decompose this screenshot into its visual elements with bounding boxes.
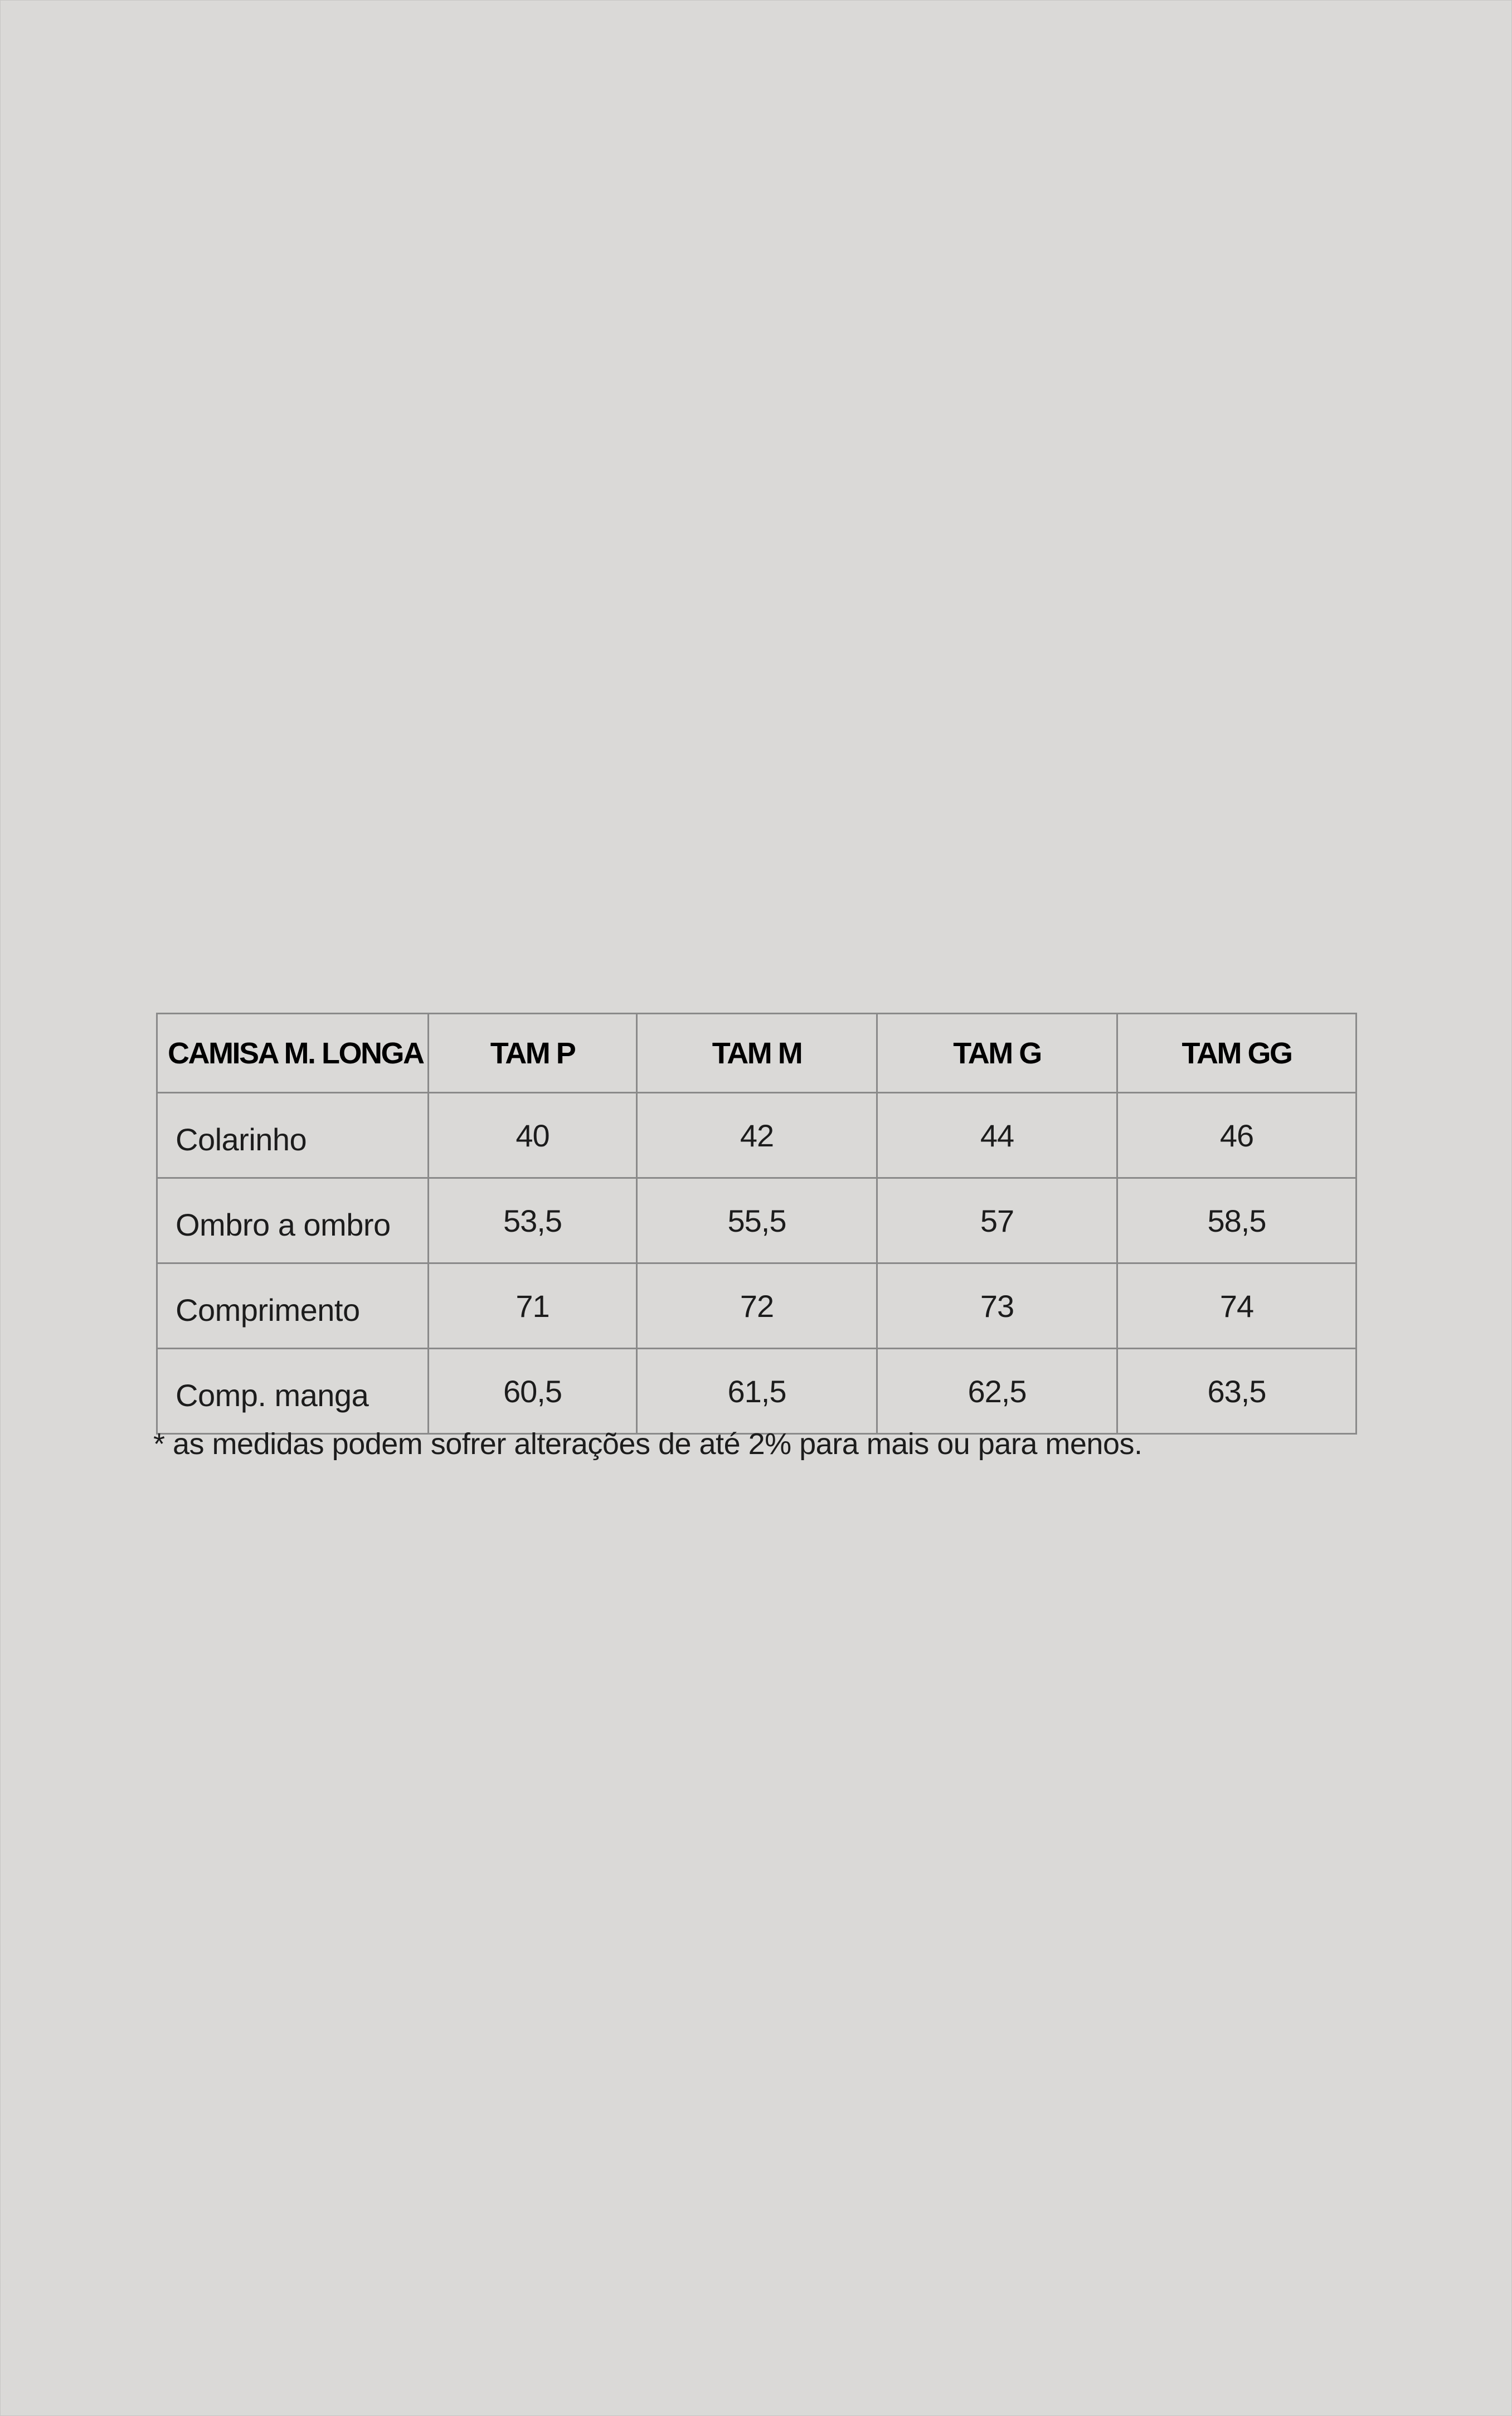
- measurement-cell: 63,5: [1117, 1349, 1357, 1434]
- table-row: [157, 1178, 1357, 1263]
- size-header-p: TAM P: [429, 1014, 637, 1093]
- row-label: Colarinho: [157, 1093, 429, 1178]
- row-label: Comp. manga: [157, 1349, 429, 1434]
- measurement-cell: 55,5: [637, 1178, 877, 1263]
- table-row: [157, 1263, 1357, 1349]
- measurement-cell: 72: [637, 1263, 877, 1349]
- measurement-cell: 57: [877, 1178, 1117, 1263]
- size-header-m: TAM M: [637, 1014, 877, 1093]
- measurement-disclaimer: * as medidas podem sofrer alterações de até 2% para mais ou para menos.: [153, 1427, 1142, 1461]
- measurement-cell: 53,5: [429, 1178, 637, 1263]
- measurement-cell: 58,5: [1117, 1178, 1357, 1263]
- table-title: CAMISA M. LONGA: [157, 1014, 429, 1093]
- measurement-cell: 74: [1117, 1263, 1357, 1349]
- measurement-cell: 62,5: [877, 1349, 1117, 1434]
- table-header-row: [157, 1014, 1357, 1093]
- size-header-g: TAM G: [877, 1014, 1117, 1093]
- measurement-cell: 61,5: [637, 1349, 877, 1434]
- measurement-cell: 42: [637, 1093, 877, 1178]
- measurement-cell: 73: [877, 1263, 1117, 1349]
- measurement-cell: 40: [429, 1093, 637, 1178]
- row-label: Ombro a ombro: [157, 1178, 429, 1263]
- size-header-gg: TAM GG: [1117, 1014, 1357, 1093]
- table-row: [157, 1093, 1357, 1178]
- measurement-cell: 46: [1117, 1093, 1357, 1178]
- row-label: Comprimento: [157, 1263, 429, 1349]
- measurement-cell: 60,5: [429, 1349, 637, 1434]
- table-row: [157, 1349, 1357, 1434]
- measurement-cell: 71: [429, 1263, 637, 1349]
- measurement-cell: 44: [877, 1093, 1117, 1178]
- size-chart-table: [156, 1013, 1357, 1435]
